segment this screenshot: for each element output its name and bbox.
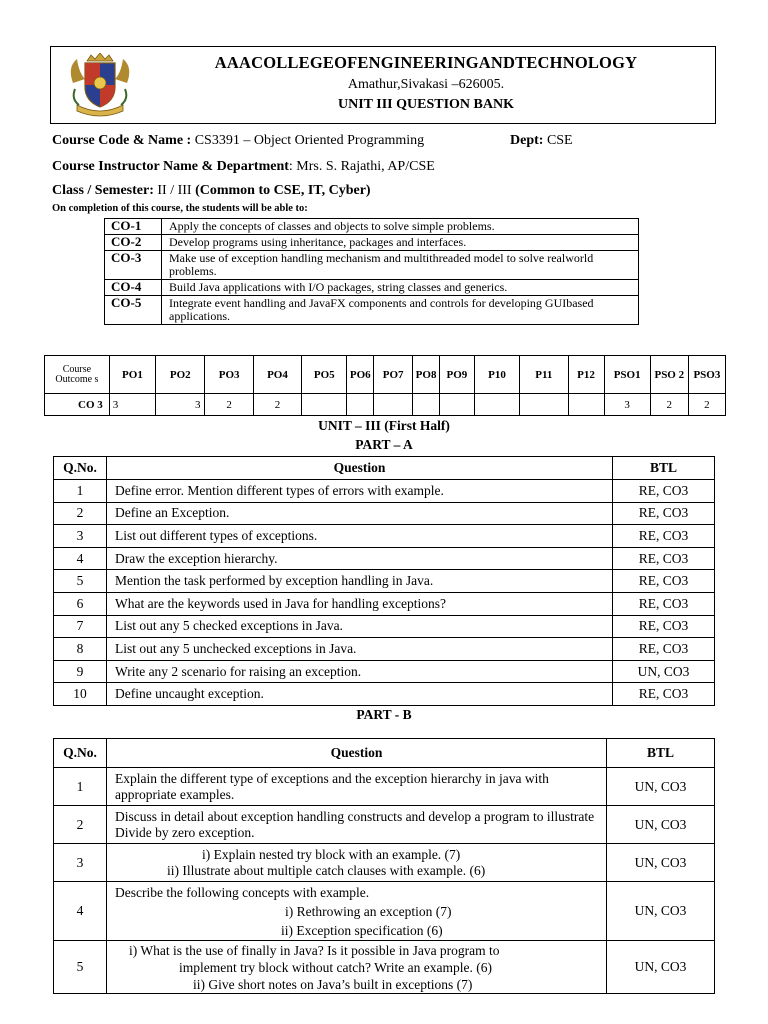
q-btl: RE, CO3 [613,615,715,638]
po-row-label: CO 3 [45,394,110,416]
po-header: PO5 [302,356,347,394]
po-header: P11 [520,356,568,394]
table-header-row [54,457,715,480]
q-btl: RE, CO3 [613,683,715,706]
co-text: Build Java applications with I/O packages, string classes and generics. [162,280,639,296]
class-line [52,183,371,199]
po-mapping-table [44,355,726,416]
col-btl: BTL [607,739,715,768]
po-value: 2 [253,394,301,416]
q-btl: RE, CO3 [613,502,715,525]
q-number: 2 [54,502,107,525]
col-btl: BTL [613,457,715,480]
table-header-row [54,739,715,768]
table-row [54,660,715,683]
po-header: PO3 [205,356,253,394]
q-text: Discuss in detail about exception handling constructs and develop a program to illustrate Divide by zero exception. [107,806,607,844]
q-number: 2 [54,806,107,844]
course-outcomes-table [104,218,639,325]
q-number: 4 [54,882,107,941]
co-code: CO-2 [105,235,162,251]
po-header: PO4 [253,356,301,394]
po-value: 3 [109,394,155,416]
po-value [347,394,374,416]
q-number: 1 [54,768,107,806]
q-number: 6 [54,592,107,615]
q-number: 9 [54,660,107,683]
table-row [54,570,715,593]
q-line: i) Explain nested try block with an example. (7) [202,846,461,862]
q-line: i) Rethrowing an exception (7) [285,903,452,919]
q-text: Explain the different type of exceptions and the exception hierarchy in java with appropriate examples. [107,768,607,806]
part-a-table [53,456,715,706]
table-row [54,615,715,638]
po-header: PSO1 [604,356,650,394]
class-value: II / III [153,183,196,198]
q-text: Draw the exception hierarchy. [107,547,613,570]
po-header: PO6 [347,356,374,394]
table-row [54,638,715,661]
po-value: 2 [688,394,725,416]
q-btl: UN, CO3 [607,882,715,941]
po-header: PSO3 [688,356,725,394]
co-text: Apply the concepts of classes and objects to solve simple problems. [162,219,639,235]
q-number: 3 [54,525,107,548]
po-value: 3 [156,394,205,416]
part-b-title: PART - B [356,707,412,722]
document-title: UNIT III QUESTION BANK [338,97,514,112]
co-code: CO-5 [105,296,162,325]
dept-line [510,133,573,149]
dept-value: CSE [543,133,573,148]
po-header-row [45,356,726,394]
co-text: Integrate event handling and JavaFX components and controls for developing GUIbased applications. [162,296,639,325]
table-row [54,480,715,503]
po-header: P12 [568,356,604,394]
dept-label: Dept: [510,133,544,148]
co-row [105,235,639,251]
q-text [107,882,607,941]
class-label: Class / Semester: [52,183,154,198]
course-code-line [52,133,424,149]
col-qno: Q.No. [54,739,107,768]
q-text [107,844,607,882]
q-btl: UN, CO3 [607,941,715,994]
q-number: 3 [54,844,107,882]
table-row [54,941,715,994]
q-btl: UN, CO3 [607,844,715,882]
po-header: P10 [474,356,519,394]
unit-title: UNIT – III (First Half) [318,418,450,433]
course-code-value: CS3391 – Object Oriented Programming [191,133,425,148]
table-row [54,768,715,806]
po-value [520,394,568,416]
q-number: 10 [54,683,107,706]
q-line: ii) Give short notes on Java’s built in exceptions (7) [193,976,473,992]
q-number: 4 [54,547,107,570]
po-value: 2 [650,394,688,416]
table-row [54,844,715,882]
q-number: 7 [54,615,107,638]
co-row [105,251,639,280]
co-row [105,219,639,235]
college-name: AAACOLLEGEOFENGINEERINGANDTECHNOLOGY [214,53,638,72]
co-code: CO-1 [105,219,162,235]
q-line: i) What is the use of finally in Java? Is it possible in Java program to [129,942,500,958]
q-text: List out any 5 unchecked exceptions in Java. [107,638,613,661]
table-row [54,547,715,570]
q-line: ii) Illustrate about multiple catch clauses with example. (6) [167,862,486,878]
po-header: PO8 [413,356,440,394]
q-text: List out any 5 checked exceptions in Java. [107,615,613,638]
q-number: 1 [54,480,107,503]
co-text: Make use of exception handling mechanism and multithreaded model to solve realworld problems. [162,251,639,280]
college-address: Amathur,Sivakasi –626005. [347,77,505,92]
col-qno: Q.No. [54,457,107,480]
college-header [50,46,716,124]
po-header: PO7 [374,356,413,394]
table-row [54,683,715,706]
po-corner-label: Course Outcome s [45,356,110,394]
q-line: implement try block without catch? Write an example. (6) [179,959,492,975]
q-btl: UN, CO3 [613,660,715,683]
po-value-row [45,394,726,416]
co-code: CO-4 [105,280,162,296]
q-line: ii) Exception specification (6) [281,922,443,938]
q-btl: RE, CO3 [613,525,715,548]
q-btl: RE, CO3 [613,570,715,593]
q-line: Describe the following concepts with example. [115,884,370,900]
instructor-line [52,159,435,175]
q-btl: UN, CO3 [607,768,715,806]
co-text: Develop programs using inheritance, packages and interfaces. [162,235,639,251]
po-value [439,394,474,416]
po-header: PO2 [156,356,205,394]
po-value [413,394,440,416]
q-text: Define an Exception. [107,502,613,525]
po-header: PSO 2 [650,356,688,394]
q-text: Define uncaught exception. [107,683,613,706]
q-btl: RE, CO3 [613,547,715,570]
completion-note: On completion of this course, the students will be able to: [52,203,308,214]
po-value [374,394,413,416]
co-code: CO-3 [105,251,162,280]
col-question: Question [107,457,613,480]
q-text: Write any 2 scenario for raising an exception. [107,660,613,683]
q-text: Define error. Mention different types of errors with example. [107,480,613,503]
table-row [54,502,715,525]
table-row [54,882,715,941]
q-number: 5 [54,941,107,994]
instructor-value: : Mrs. S. Rajathi, AP/CSE [288,159,435,174]
col-question: Question [107,739,607,768]
crest-icon [65,53,135,117]
q-text: What are the keywords used in Java for handling exceptions? [107,592,613,615]
table-row [54,806,715,844]
class-note: (Common to CSE, IT, Cyber) [195,183,371,198]
co-row [105,280,639,296]
po-value: 2 [205,394,253,416]
q-btl: RE, CO3 [613,638,715,661]
q-number: 5 [54,570,107,593]
po-value [568,394,604,416]
q-text [107,941,607,994]
po-header: PO9 [439,356,474,394]
part-a-title: PART – A [355,437,413,452]
po-header: PO1 [109,356,155,394]
q-text: Mention the task performed by exception handling in Java. [107,570,613,593]
po-value [474,394,519,416]
table-row [54,525,715,548]
q-btl: UN, CO3 [607,806,715,844]
course-code-label: Course Code & Name : [52,133,192,148]
co-row [105,296,639,325]
table-row [54,592,715,615]
q-number: 8 [54,638,107,661]
college-logo [65,53,135,117]
q-btl: RE, CO3 [613,592,715,615]
instructor-label: Course Instructor Name & Department [52,159,289,174]
part-b-table [53,738,715,994]
po-value [302,394,347,416]
po-value: 3 [604,394,650,416]
q-btl: RE, CO3 [613,480,715,503]
q-text: List out different types of exceptions. [107,525,613,548]
